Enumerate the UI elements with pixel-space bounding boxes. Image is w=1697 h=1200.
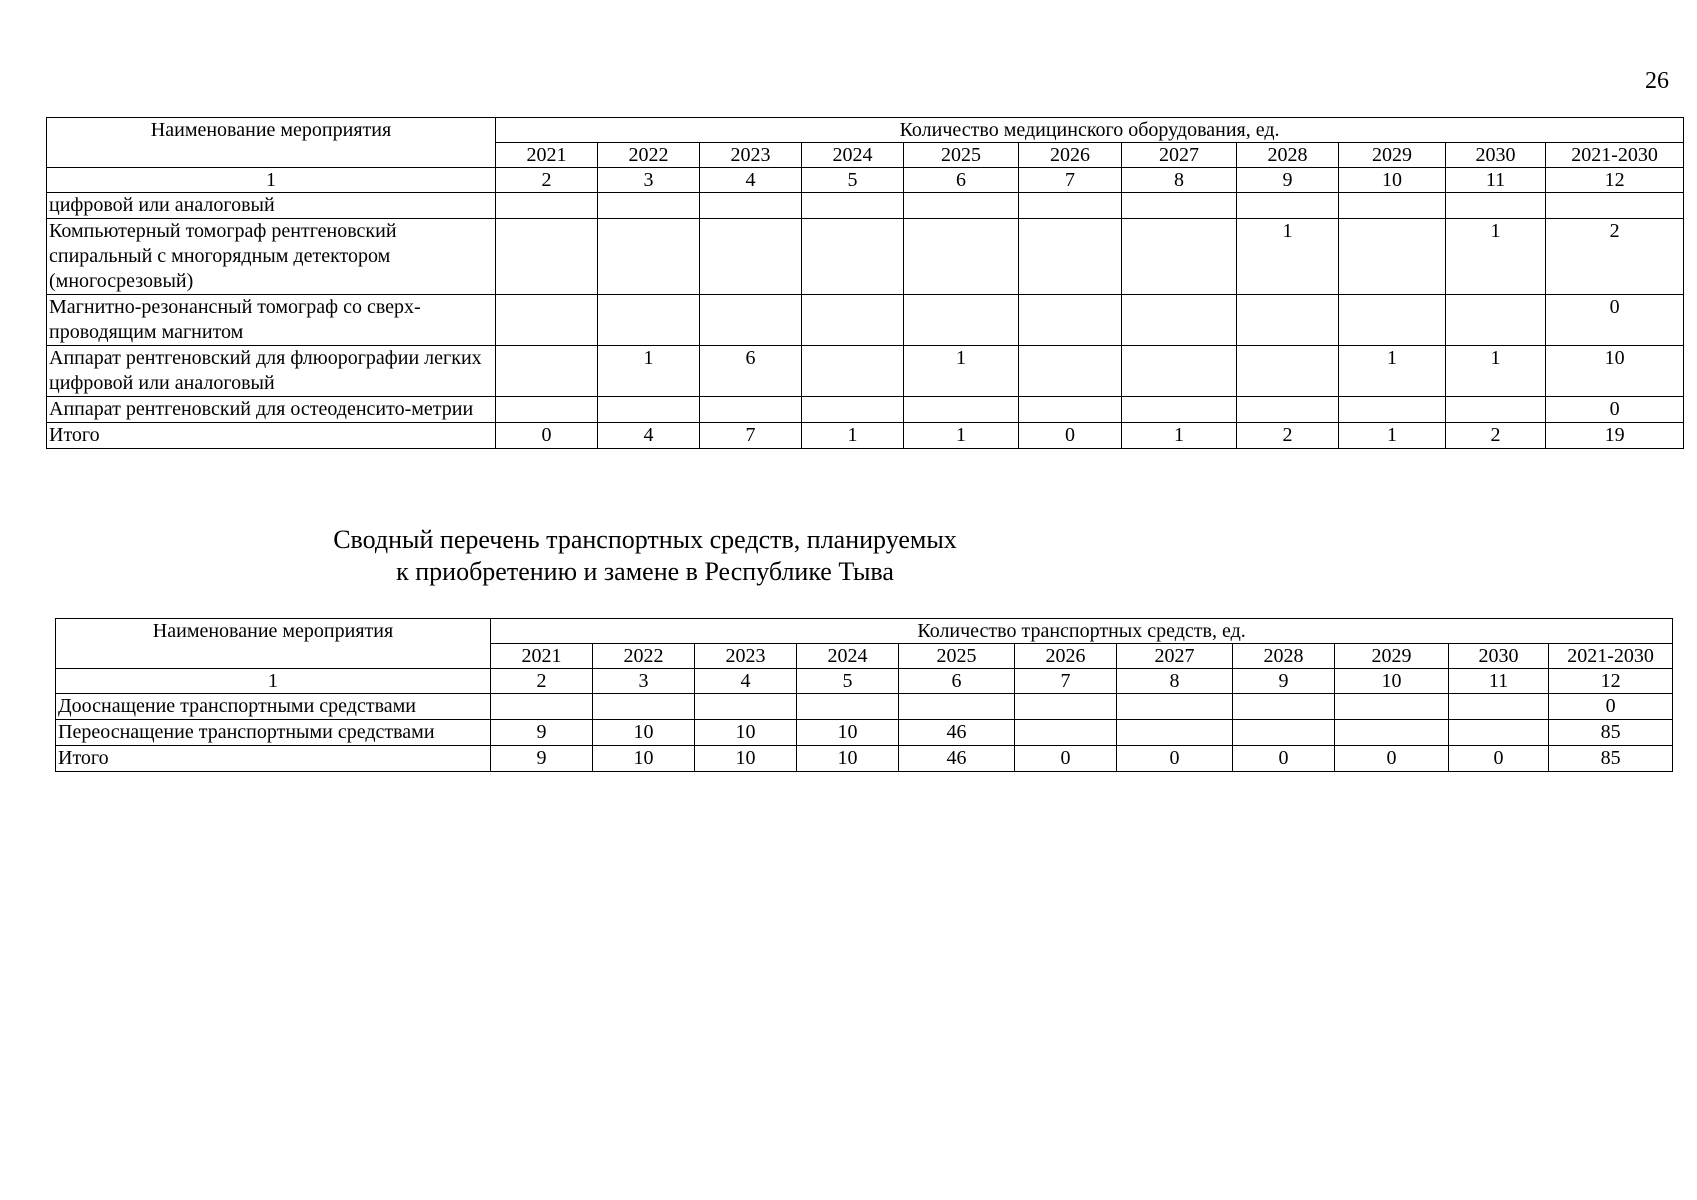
- row-name: Итого: [47, 423, 496, 449]
- cell: [1122, 193, 1237, 219]
- quantity-group-header: Количество медицинского оборудования, ед.: [496, 118, 1684, 143]
- column-number: 9: [1237, 168, 1339, 193]
- cell: 46: [899, 746, 1015, 772]
- cell: 0: [1546, 295, 1684, 346]
- cell: 0: [1549, 694, 1673, 720]
- medical-equipment-table: [46, 117, 1684, 449]
- column-number: 8: [1122, 168, 1237, 193]
- column-number: 10: [1339, 168, 1446, 193]
- name-column-header: Наименование мероприятия: [56, 619, 491, 669]
- row-name: Компьютерный томограф рентгеновский спиральный с многорядным детектором (многосрезовый): [47, 219, 496, 295]
- cell: [802, 193, 904, 219]
- cell: 10: [593, 720, 695, 746]
- cell: [1122, 346, 1237, 397]
- cell: 10: [797, 746, 899, 772]
- year-header: 2021: [496, 143, 598, 168]
- year-header: 2029: [1335, 644, 1449, 669]
- cell: [1019, 193, 1122, 219]
- row-name: Магнитно-резонансный томограф со сверх-проводящим магнитом: [47, 295, 496, 346]
- cell: [598, 397, 700, 423]
- table-row: [47, 346, 1684, 397]
- table-row: [47, 295, 1684, 346]
- cell: 7: [700, 423, 802, 449]
- cell: [1117, 694, 1233, 720]
- section-caption: [0, 524, 1290, 588]
- cell: 1: [904, 346, 1019, 397]
- year-header: 2027: [1117, 644, 1233, 669]
- year-header: 2029: [1339, 143, 1446, 168]
- year-header: 2025: [899, 644, 1015, 669]
- cell: [1237, 193, 1339, 219]
- year-header: 2025: [904, 143, 1019, 168]
- cell: [802, 346, 904, 397]
- column-number: 12: [1546, 168, 1684, 193]
- year-header: 2028: [1237, 143, 1339, 168]
- cell: [1335, 694, 1449, 720]
- cell: [496, 346, 598, 397]
- cell: [1446, 295, 1546, 346]
- table-row: [56, 720, 1673, 746]
- year-header: 2026: [1015, 644, 1117, 669]
- year-header: 2021: [491, 644, 593, 669]
- cell: 1: [904, 423, 1019, 449]
- cell: 2: [1237, 423, 1339, 449]
- year-header: 2022: [593, 644, 695, 669]
- cell: [1335, 720, 1449, 746]
- cell: [1015, 720, 1117, 746]
- row-name: Аппарат рентгеновский для остеоденсито-метрии: [47, 397, 496, 423]
- column-number: 5: [797, 669, 899, 694]
- cell: 46: [899, 720, 1015, 746]
- cell: [904, 193, 1019, 219]
- cell: [491, 694, 593, 720]
- column-number: 5: [802, 168, 904, 193]
- cell: [802, 397, 904, 423]
- column-number: 4: [700, 168, 802, 193]
- cell: [802, 219, 904, 295]
- year-header: 2024: [797, 644, 899, 669]
- cell: 0: [1449, 746, 1549, 772]
- row-name: Аппарат рентгеновский для флюорографии легких цифровой или аналоговый: [47, 346, 496, 397]
- cell: [1339, 295, 1446, 346]
- year-header: 2023: [700, 143, 802, 168]
- cell: 0: [496, 423, 598, 449]
- column-number-row: [56, 669, 1673, 694]
- cell: 0: [1233, 746, 1335, 772]
- caption-line-2: к приобретению и замене в Республике Тыва: [396, 557, 894, 586]
- cell: 9: [491, 746, 593, 772]
- cell: 1: [1446, 346, 1546, 397]
- cell: [1449, 694, 1549, 720]
- cell: 6: [700, 346, 802, 397]
- quantity-group-header: Количество транспортных средств, ед.: [491, 619, 1673, 644]
- year-header: 2022: [598, 143, 700, 168]
- cell: [1339, 219, 1446, 295]
- cell: 2: [1446, 423, 1546, 449]
- column-number: 3: [593, 669, 695, 694]
- cell: [1122, 295, 1237, 346]
- cell: [1233, 694, 1335, 720]
- row-name: Итого: [56, 746, 491, 772]
- cell: 10: [1546, 346, 1684, 397]
- column-number: 8: [1117, 669, 1233, 694]
- year-header: 2027: [1122, 143, 1237, 168]
- column-number: 10: [1335, 669, 1449, 694]
- cell: [700, 397, 802, 423]
- column-number: 2: [491, 669, 593, 694]
- year-header: 2028: [1233, 644, 1335, 669]
- cell: [496, 219, 598, 295]
- cell: 1: [1122, 423, 1237, 449]
- column-number-row: [47, 168, 1684, 193]
- cell: 10: [695, 720, 797, 746]
- cell: 9: [491, 720, 593, 746]
- cell: [899, 694, 1015, 720]
- cell: 0: [1019, 423, 1122, 449]
- cell: 1: [1339, 346, 1446, 397]
- column-number: 7: [1019, 168, 1122, 193]
- column-number: 4: [695, 669, 797, 694]
- cell: [1339, 397, 1446, 423]
- table-row: [47, 193, 1684, 219]
- column-number: 12: [1549, 669, 1673, 694]
- table-row: [47, 397, 1684, 423]
- cell: [695, 694, 797, 720]
- cell: [802, 295, 904, 346]
- row-name: цифровой или аналоговый: [47, 193, 496, 219]
- cell: [1237, 346, 1339, 397]
- table-row: [47, 219, 1684, 295]
- cell: [593, 694, 695, 720]
- cell: [1019, 397, 1122, 423]
- column-number: 3: [598, 168, 700, 193]
- year-header: 2030: [1449, 644, 1549, 669]
- cell: 10: [695, 746, 797, 772]
- cell: [1233, 720, 1335, 746]
- cell: [1019, 295, 1122, 346]
- cell: 1: [1446, 219, 1546, 295]
- cell: 0: [1546, 397, 1684, 423]
- cell: [496, 295, 598, 346]
- caption-line-1: Сводный перечень транспортных средств, планируемых: [333, 525, 957, 554]
- year-header: 2030: [1446, 143, 1546, 168]
- column-number: 1: [47, 168, 496, 193]
- cell: 1: [1237, 219, 1339, 295]
- cell: 0: [1117, 746, 1233, 772]
- row-name: Дооснащение транспортными средствами: [56, 694, 491, 720]
- cell: 85: [1549, 746, 1673, 772]
- total-row: [56, 746, 1673, 772]
- year-header: 2026: [1019, 143, 1122, 168]
- cell: [904, 295, 1019, 346]
- total-row: [47, 423, 1684, 449]
- year-header: 2021-2030: [1549, 644, 1673, 669]
- cell: 0: [1015, 746, 1117, 772]
- transport-table: [55, 618, 1673, 772]
- year-header: 2024: [802, 143, 904, 168]
- cell: [1237, 295, 1339, 346]
- year-header: 2023: [695, 644, 797, 669]
- column-number: 6: [904, 168, 1019, 193]
- cell: [1446, 193, 1546, 219]
- cell: [904, 219, 1019, 295]
- cell: [598, 219, 700, 295]
- cell: [1019, 219, 1122, 295]
- cell: 85: [1549, 720, 1673, 746]
- cell: [1546, 193, 1684, 219]
- cell: 2: [1546, 219, 1684, 295]
- cell: [1122, 397, 1237, 423]
- cell: 1: [1339, 423, 1446, 449]
- cell: [598, 295, 700, 346]
- cell: 19: [1546, 423, 1684, 449]
- cell: [1015, 694, 1117, 720]
- cell: 10: [593, 746, 695, 772]
- cell: [700, 193, 802, 219]
- column-number: 11: [1446, 168, 1546, 193]
- cell: [904, 397, 1019, 423]
- year-header: 2021-2030: [1546, 143, 1684, 168]
- cell: [496, 193, 598, 219]
- cell: [598, 193, 700, 219]
- column-number: 11: [1449, 669, 1549, 694]
- cell: 10: [797, 720, 899, 746]
- cell: 1: [598, 346, 700, 397]
- cell: [1237, 397, 1339, 423]
- cell: [1446, 397, 1546, 423]
- column-number: 9: [1233, 669, 1335, 694]
- cell: [1339, 193, 1446, 219]
- cell: [1449, 720, 1549, 746]
- cell: [700, 219, 802, 295]
- cell: 0: [1335, 746, 1449, 772]
- column-number: 7: [1015, 669, 1117, 694]
- page-number: 26: [1645, 68, 1669, 94]
- column-number: 6: [899, 669, 1015, 694]
- cell: 1: [802, 423, 904, 449]
- cell: [496, 397, 598, 423]
- cell: [1122, 219, 1237, 295]
- cell: [1117, 720, 1233, 746]
- row-name: Переоснащение транспортными средствами: [56, 720, 491, 746]
- cell: [700, 295, 802, 346]
- cell: 4: [598, 423, 700, 449]
- name-column-header: Наименование мероприятия: [47, 118, 496, 168]
- column-number: 1: [56, 669, 491, 694]
- cell: [797, 694, 899, 720]
- column-number: 2: [496, 168, 598, 193]
- table-row: [56, 694, 1673, 720]
- cell: [1019, 346, 1122, 397]
